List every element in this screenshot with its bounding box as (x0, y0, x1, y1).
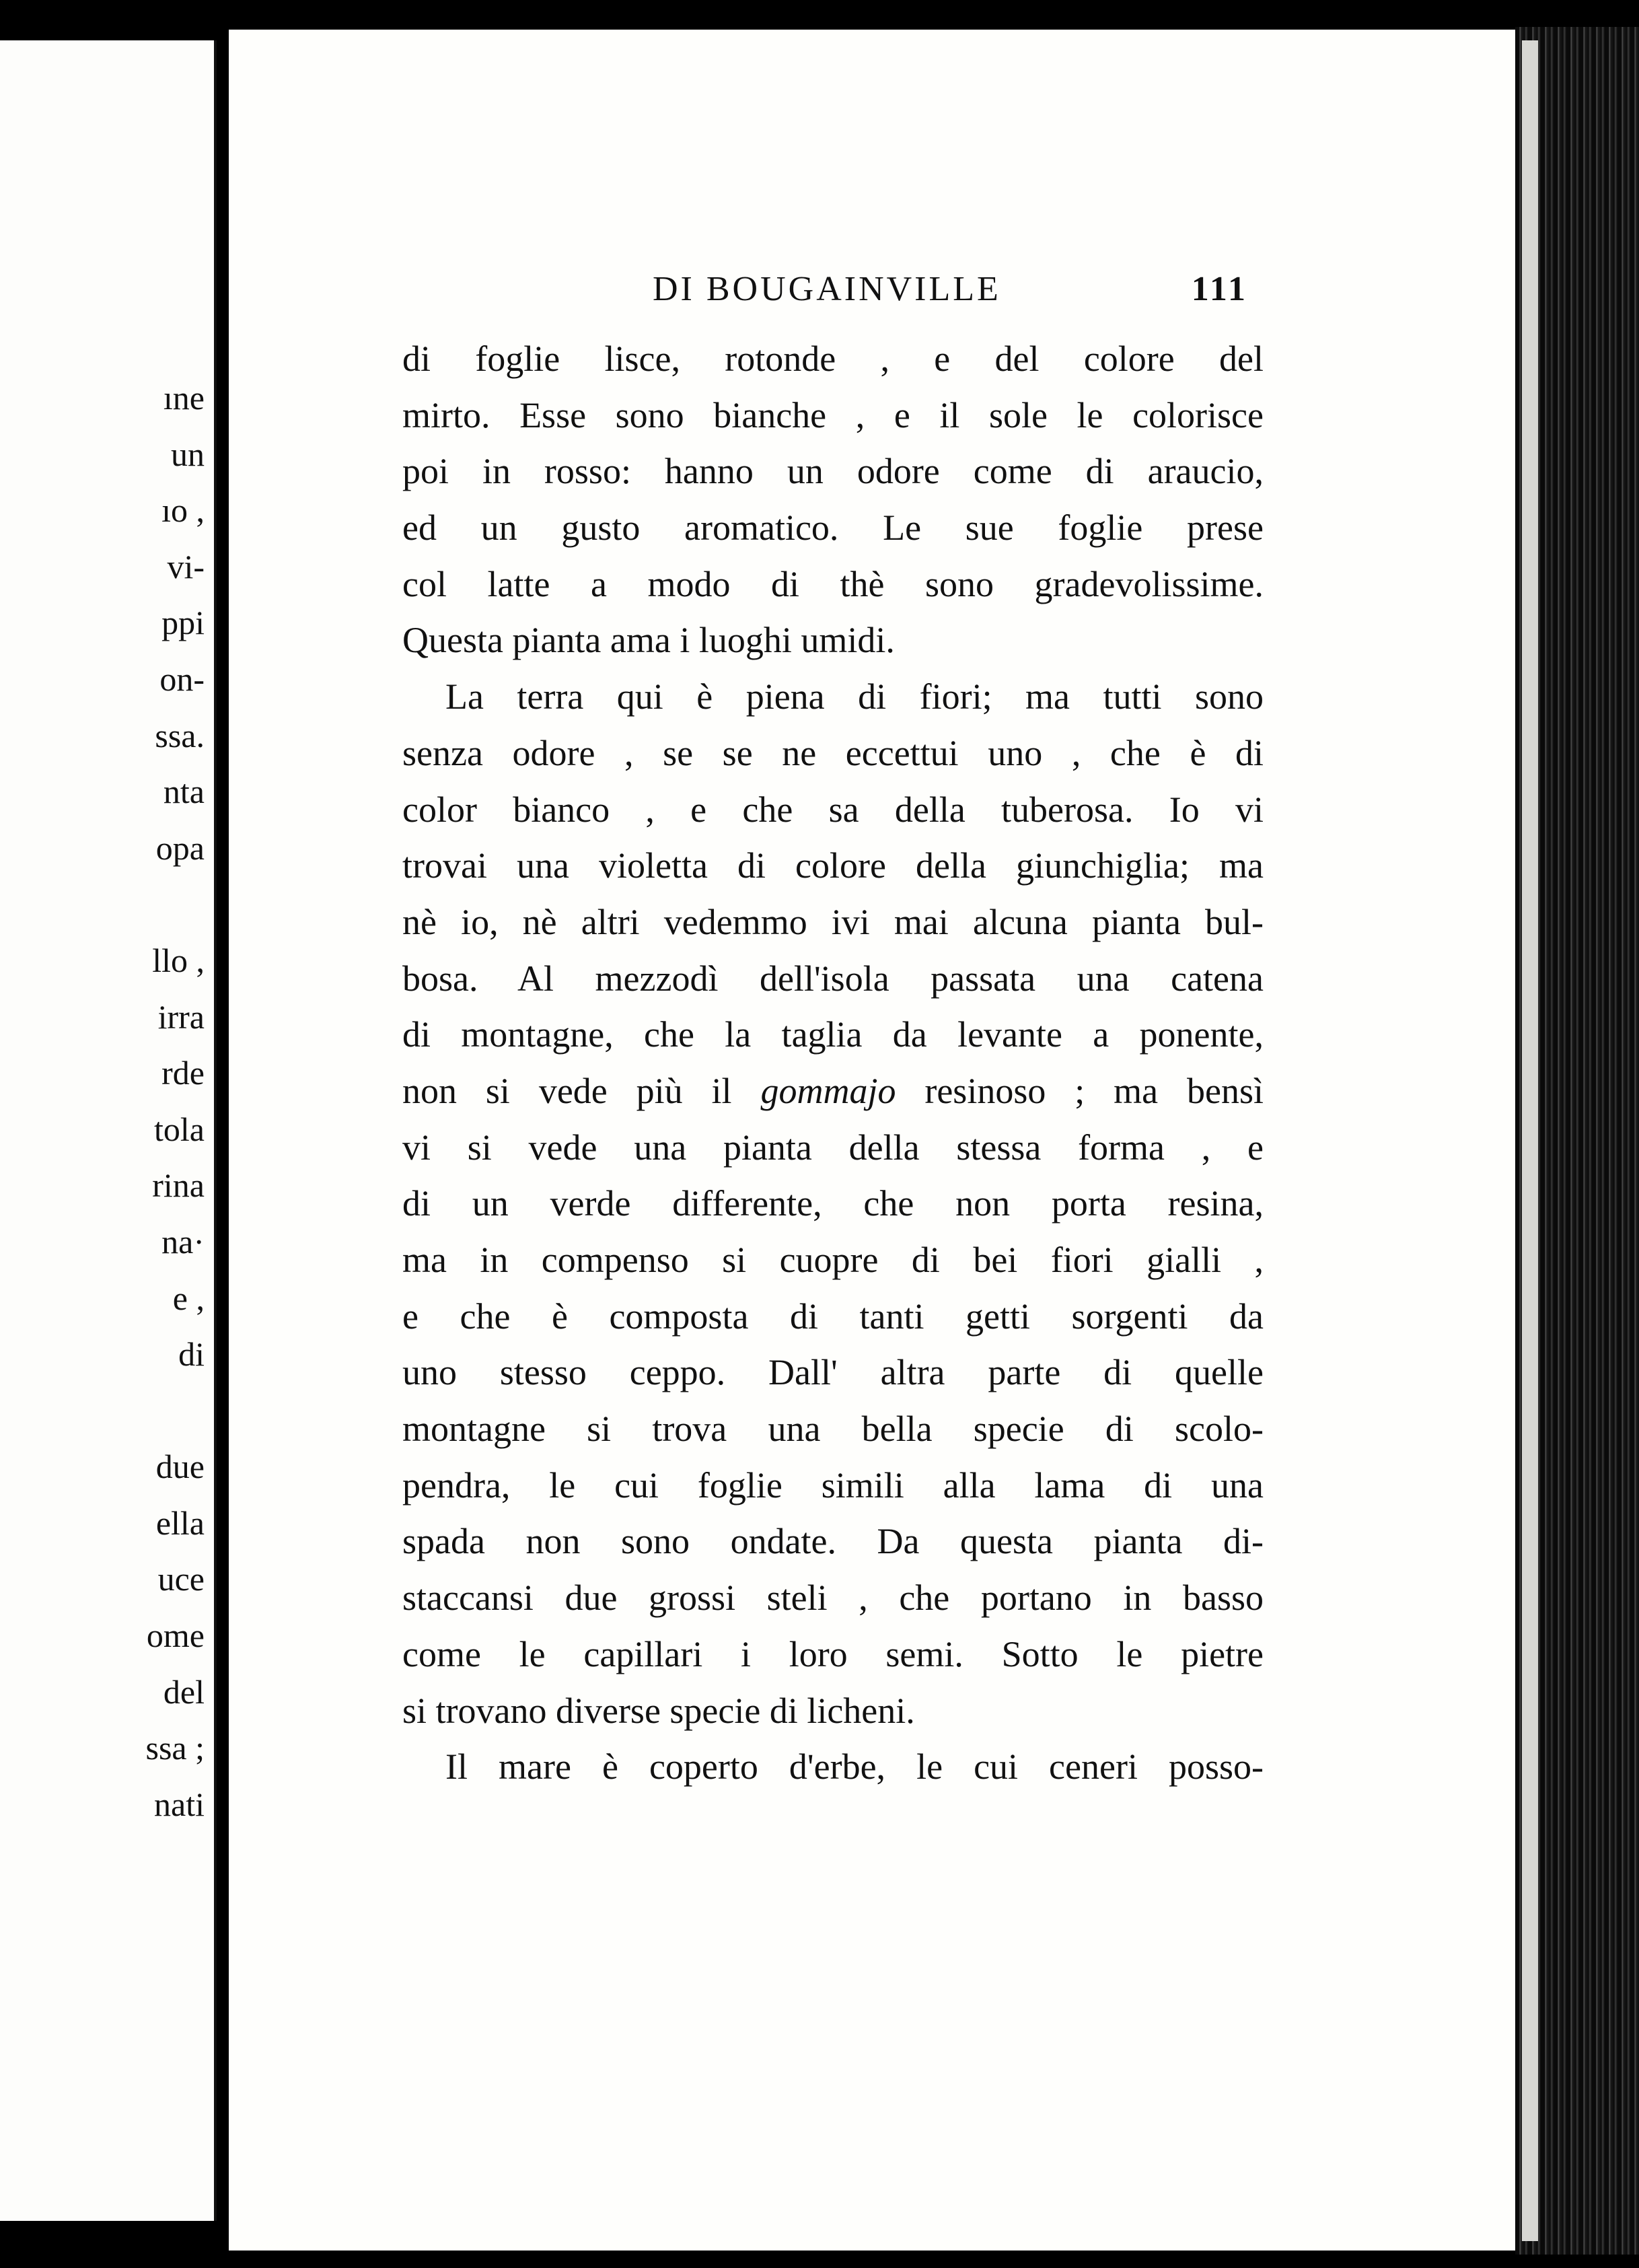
body-text (402, 331, 1264, 1796)
left-fragment: ssa. (155, 716, 205, 754)
text-line: spada non sono ondate. Da questa pianta di- (402, 1521, 1264, 1562)
left-fragment: na· (161, 1222, 205, 1261)
left-fragment: rde (161, 1054, 205, 1092)
left-fragment: ıo , (161, 491, 205, 530)
left-fragment: nati (154, 1785, 205, 1823)
running-head (629, 269, 1262, 316)
left-fragment: irra (157, 997, 205, 1036)
text-line: di montagne, che la taglia da levante a ponente, (402, 1014, 1264, 1055)
text-line: mirto. Esse sono bianche , e il sole le colorisce (402, 394, 1264, 435)
page-edge-strip (1522, 40, 1538, 2241)
text-line: Questa pianta ama i luoghi umidi. (402, 620, 895, 661)
text-line: bosa. Al mezzodì dell'isola passata una catena (402, 958, 1264, 999)
text-line: Il mare è coperto d'erbe, le cui ceneri posso- (445, 1746, 1264, 1787)
left-page-fragments (43, 370, 205, 1833)
text-line: e che è composta di tanti getti sorgenti da (402, 1296, 1264, 1337)
left-fragment: ella (155, 1503, 205, 1542)
text-line: nè io, nè altri vedemmo ivi mai alcuna pianta bul- (402, 901, 1264, 942)
left-fragment: di (178, 1335, 205, 1374)
text-line: poi in rosso: hanno un odore come di araucio, (402, 451, 1264, 492)
text-line: vi si vede una pianta della stessa forma , e (402, 1127, 1264, 1168)
text-line: col latte a modo di thè sono gradevolissime. (402, 563, 1264, 604)
left-fragment: ıne (163, 379, 205, 417)
text-line: ed un gusto aromatico. Le sue foglie prese (402, 507, 1264, 548)
text-line: non si vede più il gommajo resinoso ; ma bensì (402, 1070, 1264, 1111)
text-line: di foglie lisce, rotonde , e del colore del (402, 339, 1264, 379)
text-line: uno stesso ceppo. Dall' altra parte di quelle (402, 1352, 1264, 1393)
left-fragment: vi- (167, 547, 205, 586)
text-line: si trovano diverse specie di licheni. (402, 1690, 915, 1731)
text-line: staccansi due grossi steli , che portano in basso (402, 1578, 1264, 1619)
text-line: color bianco , e che sa della tuberosa. Io vi (402, 789, 1264, 830)
left-fragment-gap (43, 1383, 205, 1440)
text-line: senza odore , se se ne eccettui uno , che è di (402, 732, 1264, 773)
left-page (0, 40, 218, 2221)
text-line: trovai una violetta di colore della giunchiglia; ma (402, 845, 1264, 886)
left-fragment: un (171, 435, 205, 473)
italic-term: gommajo (760, 1070, 896, 1111)
left-fragment: ppi (161, 604, 205, 642)
running-title: DI BOUGAINVILLE (653, 270, 1001, 308)
text-line: ma in compenso si cuopre di bei fiori gialli , (402, 1240, 1264, 1280)
left-fragment: uce (157, 1560, 205, 1598)
left-fragment: llo , (152, 941, 205, 979)
left-fragment-gap (43, 876, 205, 933)
left-fragment: ssa ; (145, 1729, 205, 1767)
book-gutter (217, 27, 229, 2241)
left-fragment: tola (154, 1110, 205, 1148)
left-fragment: on- (159, 660, 205, 698)
text-line: come le capillari i loro semi. Sotto le pietre (402, 1633, 1264, 1674)
left-fragment: nta (163, 773, 205, 811)
left-fragment: e , (172, 1279, 205, 1317)
text-line: montagne si trova una bella specie di scolo- (402, 1409, 1264, 1450)
left-fragment: rina (152, 1166, 205, 1205)
text-line: di un verde differente, che non porta resina, (402, 1183, 1264, 1224)
left-fragment: ome (146, 1617, 205, 1655)
left-fragment: opa (155, 828, 205, 867)
page-number: 111 (1191, 270, 1248, 308)
left-fragment: due (155, 1448, 205, 1486)
text-line: pendra, le cui foglie simili alla lama di una (402, 1464, 1264, 1505)
left-fragment: del (163, 1672, 205, 1711)
text-line: La terra qui è piena di fiori; ma tutti sono (445, 676, 1264, 717)
